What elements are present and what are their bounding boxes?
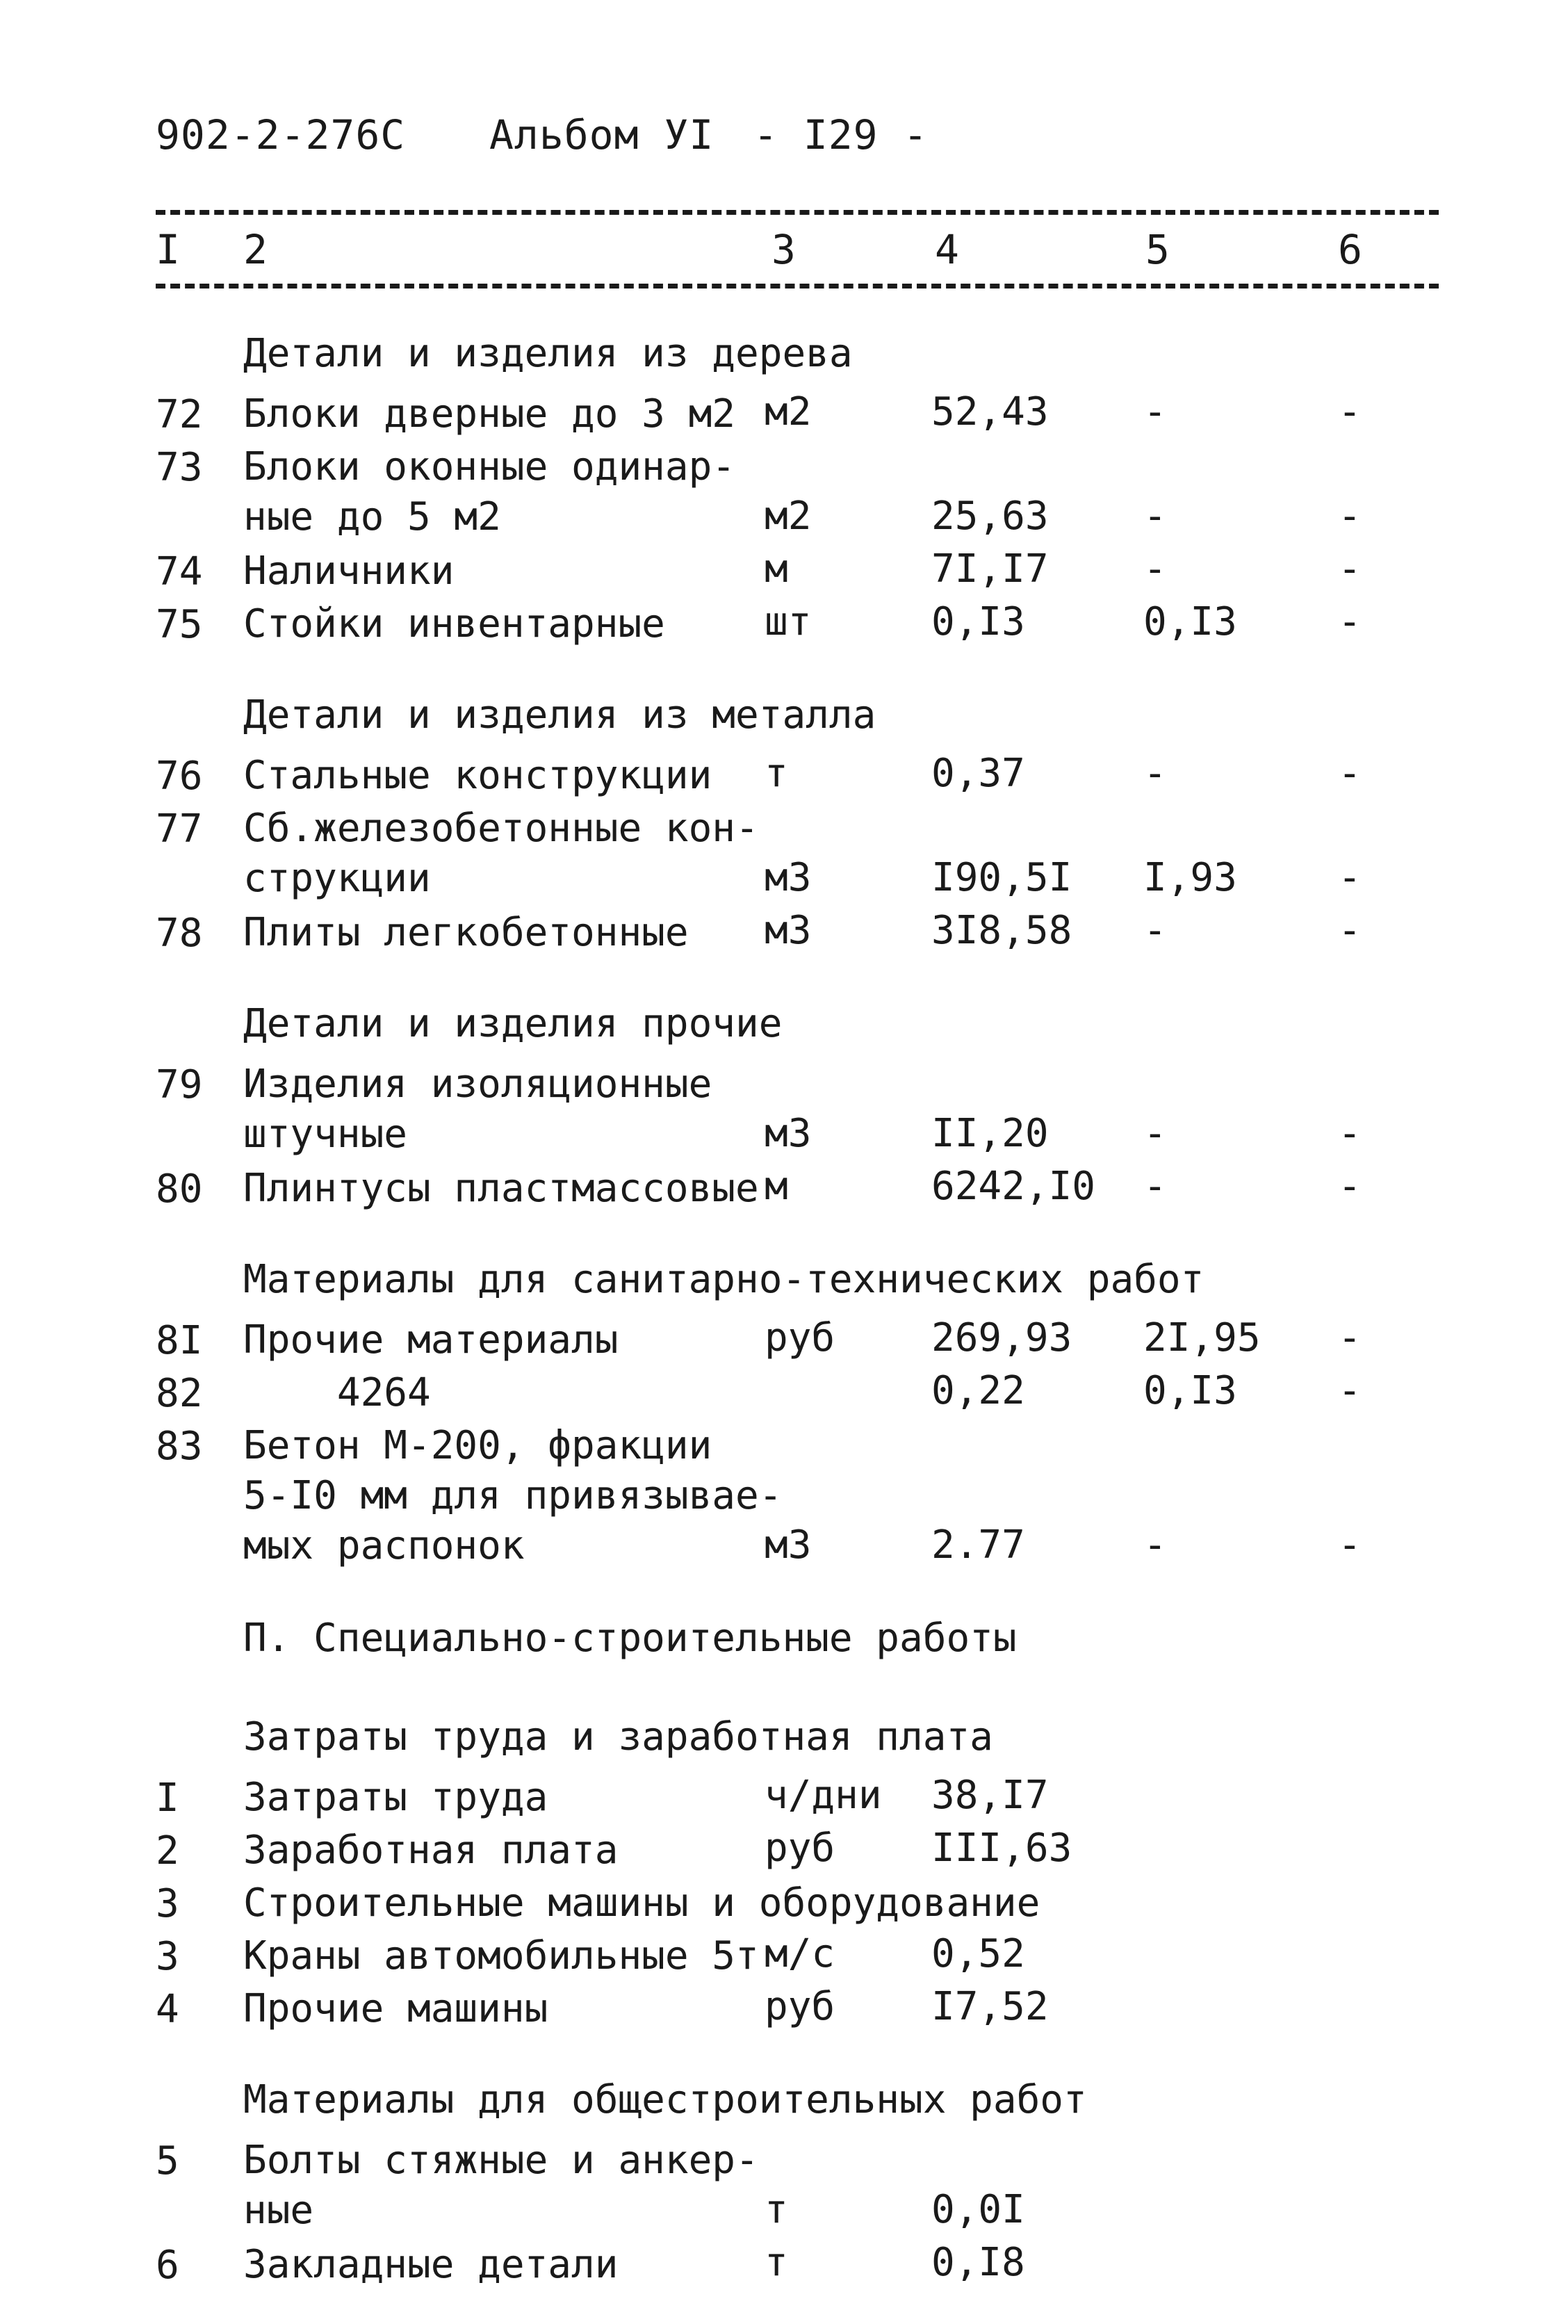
- album-label: Альбом УI: [489, 111, 714, 159]
- row-value-6: -: [1338, 494, 1362, 539]
- row-unit: руб: [765, 1315, 835, 1360]
- row-value-6: -: [1338, 1164, 1362, 1209]
- table-row: [0, 389, 1568, 442]
- row-value-4: I7,52: [931, 1984, 1049, 2029]
- section-title: Материалы для санитарно-технических работ: [243, 1257, 1204, 1302]
- row-unit: руб: [765, 1984, 835, 2029]
- row-value-6: -: [1338, 908, 1362, 953]
- row-unit: м3: [765, 1522, 812, 1568]
- row-name: Изделия изоляционные штучные: [243, 1062, 712, 1157]
- row-name: Затраты труда: [243, 1775, 548, 1820]
- row-unit: м: [765, 546, 788, 592]
- row-name: Стальные конструкции: [243, 753, 712, 798]
- row-value-5: -: [1143, 389, 1167, 434]
- row-value-4: 25,63: [931, 494, 1049, 539]
- row-number: 73: [156, 445, 203, 490]
- row-value-4: 3I8,58: [931, 908, 1072, 953]
- row-name: Строительные машины и оборудование: [243, 1880, 1040, 1926]
- row-value-6: -: [1338, 389, 1362, 434]
- row-unit: т: [765, 2187, 788, 2232]
- column-header-4: 4: [935, 226, 959, 273]
- section-heading: [0, 2066, 1568, 2136]
- section-gap: [0, 652, 1568, 681]
- row-unit: т: [765, 751, 788, 796]
- row-unit: шт: [765, 599, 812, 644]
- table-row: [0, 1368, 1568, 1421]
- header-rule-top: [156, 210, 1439, 215]
- row-number: 8I: [156, 1318, 203, 1363]
- table-row: [0, 2240, 1568, 2293]
- row-value-4: 0,0I: [931, 2187, 1025, 2232]
- section-gap: [0, 1217, 1568, 1246]
- column-header-6: 6: [1338, 226, 1362, 273]
- row-value-5: I,93: [1143, 855, 1237, 900]
- row-value-6: -: [1338, 1368, 1362, 1413]
- table-row: [0, 1773, 1568, 1826]
- table-row: [0, 599, 1568, 652]
- section-gap: [0, 1575, 1568, 1604]
- row-value-4: 0,37: [931, 751, 1025, 796]
- row-value-5: -: [1143, 1164, 1167, 1209]
- table-row: [0, 1878, 1568, 1931]
- row-value-5: -: [1143, 546, 1167, 592]
- table-row: [0, 751, 1568, 804]
- row-name: Прочие материалы: [243, 1317, 619, 1363]
- row-unit: м: [765, 1164, 788, 1209]
- row-value-4: 2.77: [931, 1522, 1025, 1568]
- row-number: 72: [156, 392, 203, 437]
- column-header-1: I: [156, 226, 180, 273]
- row-value-4: I90,5I: [931, 855, 1072, 900]
- row-name: Сб.железобетонные кон- струкции: [243, 806, 759, 901]
- row-name: 4264: [243, 1370, 431, 1415]
- row-value-6: -: [1338, 599, 1362, 644]
- row-value-6: -: [1338, 546, 1362, 592]
- page-number: - I29 -: [753, 111, 929, 159]
- section-heading: [0, 681, 1568, 751]
- row-value-5: -: [1143, 1522, 1167, 1568]
- row-name: Заработная плата: [243, 1828, 619, 1873]
- row-value-6: -: [1338, 751, 1362, 796]
- section-heading: [0, 1604, 1568, 1674]
- section-gap: [0, 1674, 1568, 1703]
- row-number: 76: [156, 754, 203, 799]
- header-rule-bottom: [156, 284, 1439, 289]
- row-name: Бетон М-200, фракции 5-I0 мм для привязывае- мых распонок: [243, 1423, 783, 1568]
- row-value-5: 0,I3: [1143, 1368, 1237, 1413]
- row-value-4: 0,I8: [931, 2240, 1025, 2285]
- table-row: [0, 1059, 1568, 1164]
- row-number: 3: [156, 1934, 179, 1979]
- row-unit: м/с: [765, 1931, 835, 1976]
- specification-table: [0, 320, 1568, 2322]
- section-title: Материалы для общестроительных работ: [243, 2077, 1087, 2122]
- row-unit: м2: [765, 389, 812, 434]
- column-header-2: 2: [243, 226, 268, 273]
- row-unit: м3: [765, 908, 812, 953]
- table-row: [0, 1984, 1568, 2037]
- document-code: 902-2-276С: [156, 111, 406, 159]
- section-heading: [0, 990, 1568, 1059]
- table-row: [0, 1315, 1568, 1368]
- table-row: [0, 2136, 1568, 2240]
- row-name: Блоки оконные одинар- ные до 5 м2: [243, 444, 736, 539]
- row-number: 83: [156, 1424, 203, 1469]
- table-row: [0, 908, 1568, 961]
- row-value-5: 2I,95: [1143, 1315, 1261, 1360]
- row-unit: ч/дни: [765, 1773, 882, 1818]
- row-number: 3: [156, 1881, 179, 1926]
- row-name: Плинтусы пластмассовые: [243, 1166, 759, 1211]
- row-value-4: 52,43: [931, 389, 1049, 434]
- row-value-6: -: [1338, 855, 1362, 900]
- row-name: Краны автомобильные 5т: [243, 1933, 759, 1978]
- row-value-4: 269,93: [931, 1315, 1072, 1360]
- column-header-5: 5: [1145, 226, 1170, 273]
- row-value-6: -: [1338, 1111, 1362, 1156]
- row-value-6: -: [1338, 1315, 1362, 1360]
- section-heading: [0, 1246, 1568, 1315]
- row-number: 80: [156, 1167, 203, 1212]
- row-number: 78: [156, 911, 203, 956]
- section-gap: [0, 961, 1568, 990]
- row-name: Наличники: [243, 549, 455, 594]
- row-number: 79: [156, 1062, 203, 1107]
- row-value-4: 6242,I0: [931, 1164, 1096, 1209]
- table-row: [0, 546, 1568, 599]
- row-value-4: 38,I7: [931, 1773, 1049, 1818]
- row-number: I: [156, 1775, 179, 1821]
- row-value-5: -: [1143, 494, 1167, 539]
- row-value-4: III,63: [931, 1826, 1072, 1871]
- section-heading: [0, 320, 1568, 389]
- row-value-5: -: [1143, 908, 1167, 953]
- row-name: Прочие машины: [243, 1986, 548, 2031]
- row-number: 82: [156, 1371, 203, 1416]
- row-value-4: 0,I3: [931, 599, 1025, 644]
- row-name: Плиты легкобетонные: [243, 910, 689, 955]
- row-number: 6: [156, 2243, 179, 2288]
- row-name: Болты стяжные и анкер- ные: [243, 2138, 759, 2233]
- row-value-4: 0,52: [931, 1931, 1025, 1976]
- row-value-4: 7I,I7: [931, 546, 1049, 592]
- row-number: 74: [156, 549, 203, 594]
- table-row: [0, 1164, 1568, 1217]
- section-heading: [0, 1703, 1568, 1773]
- section-title: П. Специально-строительные работы: [243, 1616, 1017, 1661]
- row-name: Блоки дверные до 3 м2: [243, 391, 736, 437]
- row-number: 4: [156, 1987, 179, 2032]
- row-value-5: -: [1143, 751, 1167, 796]
- section-gap: [0, 2293, 1568, 2322]
- section-title: Детали и изделия прочие: [243, 1001, 783, 1046]
- row-name: Стойки инвентарные: [243, 601, 665, 647]
- table-row: [0, 1826, 1568, 1878]
- section-title: Детали и изделия из дерева: [243, 331, 853, 376]
- table-row: [0, 804, 1568, 908]
- row-unit: руб: [765, 1826, 835, 1871]
- row-value-4: II,20: [931, 1111, 1049, 1156]
- table-row: [0, 442, 1568, 546]
- row-number: 5: [156, 2138, 179, 2184]
- row-value-5: 0,I3: [1143, 599, 1237, 644]
- row-value-5: -: [1143, 1111, 1167, 1156]
- row-number: 77: [156, 806, 203, 852]
- section-title: Детали и изделия из металла: [243, 692, 876, 738]
- row-unit: м3: [765, 855, 812, 900]
- table-row: [0, 1421, 1568, 1575]
- section-title: Затраты труда и заработная плата: [243, 1714, 993, 1760]
- row-unit: м3: [765, 1111, 812, 1156]
- section-gap: [0, 2037, 1568, 2066]
- row-number: 2: [156, 1828, 179, 1874]
- row-unit: м2: [765, 494, 812, 539]
- row-name: Закладные детали: [243, 2242, 619, 2287]
- row-unit: т: [765, 2240, 788, 2285]
- column-header-3: 3: [771, 226, 796, 273]
- row-value-6: -: [1338, 1522, 1362, 1568]
- table-row: [0, 1931, 1568, 1984]
- row-value-4: 0,22: [931, 1368, 1025, 1413]
- row-number: 75: [156, 602, 203, 647]
